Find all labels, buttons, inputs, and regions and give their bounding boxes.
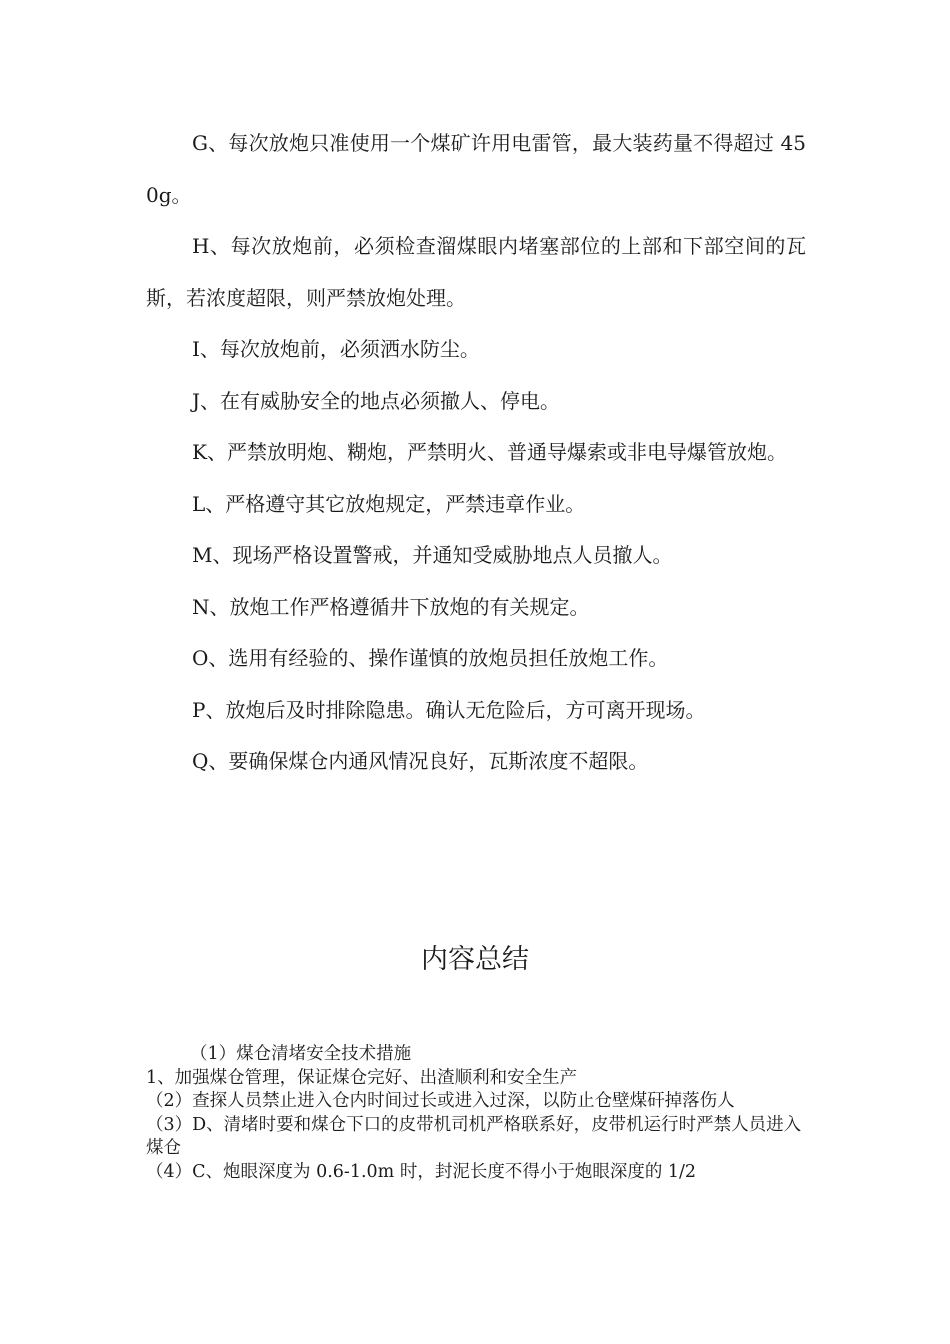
summary-line-5: （4）C、炮眼深度为 0.6-1.0m 时，封泥长度不得小于炮眼深度的 1/2 <box>146 1161 697 1182</box>
rule-o: O、选用有经验的、操作谨慎的放炮员担任放炮工作。 <box>192 646 669 670</box>
rule-p: P、放炮后及时排除隐患。确认无危险后，方可离开现场。 <box>192 697 706 722</box>
rule-h: H、每次放炮前，必须检查溜煤眼内堵塞部位的上部和下部空间的瓦斯，若浓度超限，则严禁放炮处理。 <box>146 234 806 310</box>
rules-list <box>146 118 806 788</box>
summary-line-2: 1、加强煤仓管理，保证煤仓完好、出渣顺利和安全生产 <box>146 1067 578 1088</box>
rule-j: J、在有威胁安全的地点必须撤人、停电。 <box>192 388 561 413</box>
summary-list <box>146 1043 806 1184</box>
rule-n: N、放炮工作严格遵循井下放炮的有关规定。 <box>192 594 590 619</box>
summary-line-4: （3）D、清堵时要和煤仓下口的皮带机司机严格联系好，皮带机运行时严禁人员进入煤仓 <box>146 1114 802 1158</box>
summary-line-3: （2）查探人员禁止进入仓内时间过长或进入过深，以防止仓壁煤矸掉落伤人 <box>146 1091 735 1111</box>
rule-g: G、每次放炮只准使用一个煤矿许用电雷管，最大装药量不得超过 450g。 <box>146 131 806 207</box>
rule-i: I、每次放炮前，必须洒水防尘。 <box>192 337 480 361</box>
summary-line-1: （1）煤仓清堵安全技术措施 <box>190 1044 412 1064</box>
rule-q: Q、要确保煤仓内通风情况良好，瓦斯浓度不超限。 <box>192 749 649 773</box>
rule-l: L、严格遵守其它放炮规定，严禁违章作业。 <box>192 491 586 516</box>
rule-m: M、现场严格设置警戒，并通知受威胁地点人员撤人。 <box>192 543 673 567</box>
rule-k: K、严禁放明炮、糊炮，严禁明火、普通导爆索或非电导爆管放炮。 <box>192 440 787 464</box>
summary-title: 内容总结 <box>421 944 529 975</box>
